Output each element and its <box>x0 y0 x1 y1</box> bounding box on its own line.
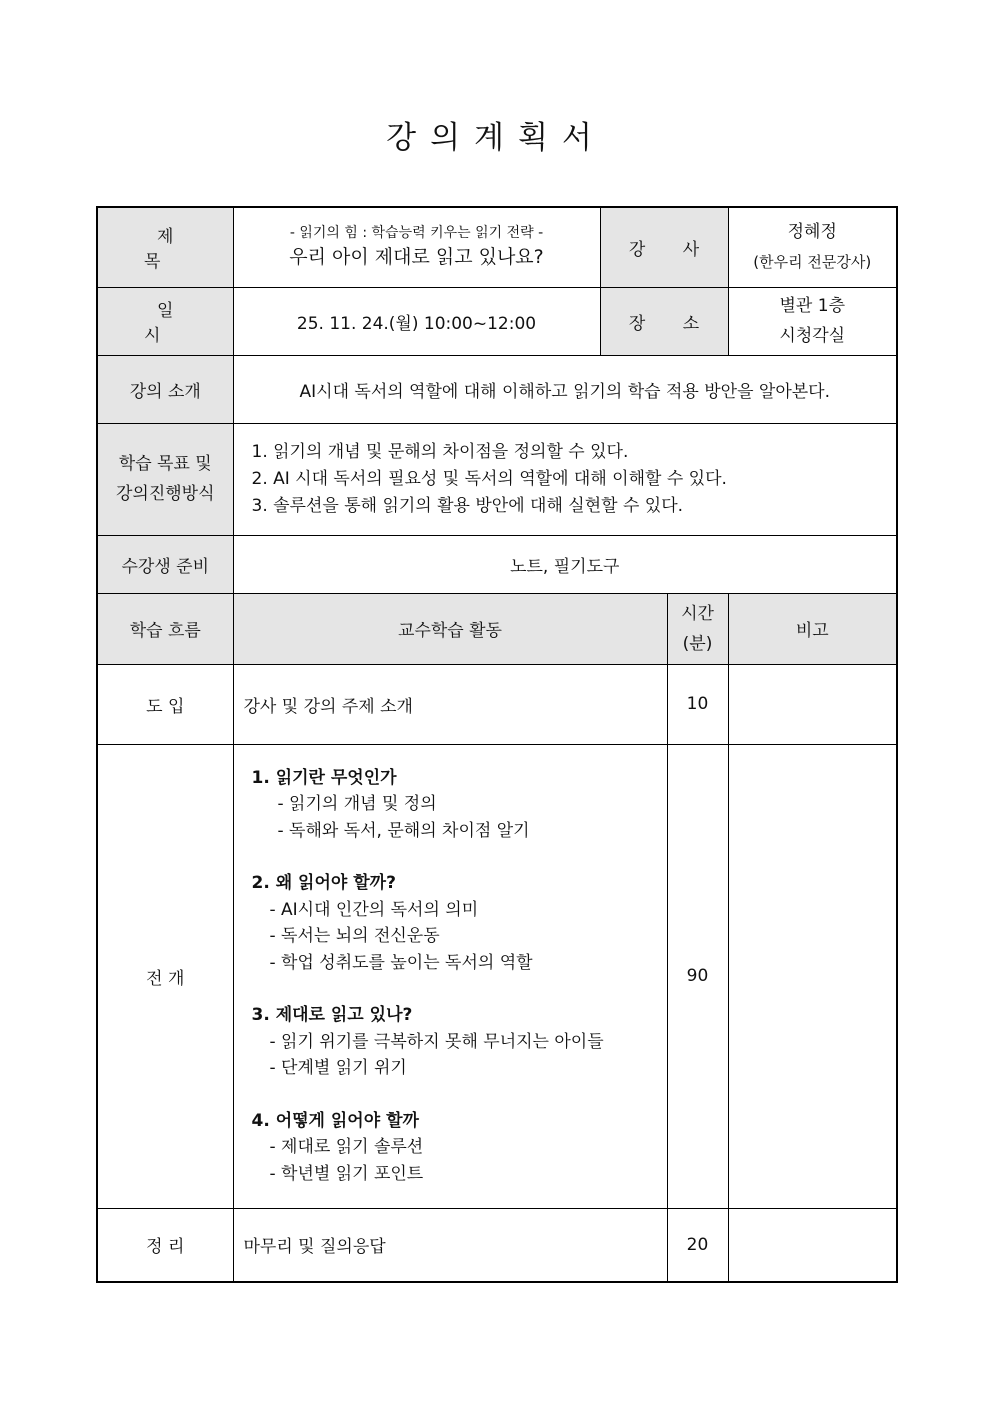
place-line1: 별관 1층 <box>779 296 845 316</box>
section-item: - 학업 성취도를 높이는 독서의 역할 <box>269 952 533 973</box>
place-label: 장 소 <box>600 287 728 355</box>
lecturer-role: (한우리 전문강사) <box>753 253 872 272</box>
lecture-main-title: 우리 아이 제대로 읽고 있나요? <box>289 246 544 269</box>
stage-label: 정 리 <box>97 1208 233 1282</box>
prep-value: 노트, 필기도구 <box>233 535 897 593</box>
date-row <box>97 287 897 355</box>
section-1 <box>252 765 667 845</box>
section-item: - 단계별 읽기 위기 <box>269 1058 407 1079</box>
lecture-plan-table <box>96 206 898 1283</box>
goals-row <box>97 423 897 535</box>
lecture-subtitle: - 읽기의 힘 : 학습능력 키우는 읽기 전략 - <box>289 225 544 242</box>
section-title: 2. 왜 읽어야 할까? <box>251 873 396 894</box>
section-title: 4. 어떻게 읽어야 할까 <box>251 1110 419 1131</box>
header-activity: 교수학습 활동 <box>233 593 667 664</box>
section-title: 3. 제대로 읽고 있나? <box>251 1005 413 1026</box>
date-label: 일 시 <box>97 287 233 355</box>
stage-note <box>728 664 897 744</box>
stage-time: 20 <box>667 1208 728 1282</box>
section-item: - 제대로 읽기 솔루션 <box>269 1137 424 1158</box>
main-stage-row <box>97 744 897 1208</box>
document-title: 강의계획서 <box>386 120 606 156</box>
section-item: - 독해와 독서, 문해의 차이점 알기 <box>277 820 530 841</box>
section-item: - 읽기 위기를 극복하지 못해 무너지는 아이들 <box>269 1031 604 1052</box>
section-title: 1. 읽기란 무엇인가 <box>251 767 397 788</box>
intro-row <box>97 355 897 423</box>
place-line2: 시청각실 <box>779 326 846 346</box>
stage-note <box>728 1208 897 1282</box>
lecturer-name: 정혜정 <box>787 222 837 243</box>
intro-value: AI시대 독서의 역할에 대해 이해하고 읽기의 학습 적용 방안을 알아본다. <box>233 355 897 423</box>
intro-stage-row <box>97 664 897 744</box>
main-activities <box>233 744 667 1208</box>
goals-list <box>233 423 897 535</box>
section-item: - 학년별 읽기 포인트 <box>269 1163 424 1184</box>
stage-activity: 강사 및 강의 주제 소개 <box>233 664 667 744</box>
section-item: - AI시대 인간의 독서의 의미 <box>269 899 479 920</box>
header-row <box>97 593 897 664</box>
stage-note <box>728 744 897 1208</box>
goal-item: 2. AI 시대 독서의 필요성 및 독서의 역할에 대해 이해할 수 있다. <box>251 468 727 489</box>
stage-label: 도 입 <box>97 664 233 744</box>
stage-time: 90 <box>667 744 728 1208</box>
prep-row <box>97 535 897 593</box>
title-label: 제 목 <box>97 207 233 287</box>
stage-label: 전 개 <box>97 744 233 1208</box>
section-item: - 읽기의 개념 및 정의 <box>277 794 437 815</box>
section-item: - 독서는 뇌의 전신운동 <box>269 926 440 947</box>
title-cell <box>233 207 600 287</box>
goal-item: 3. 솔루션을 통해 읽기의 활용 방안에 대해 실현할 수 있다. <box>251 495 684 516</box>
place-cell <box>728 287 897 355</box>
lecturer-cell <box>728 207 897 287</box>
header-time: 시간 (분) <box>667 593 728 664</box>
wrap-stage-row <box>97 1208 897 1282</box>
section-4 <box>252 1108 667 1188</box>
stage-time: 10 <box>667 664 728 744</box>
prep-label: 수강생 준비 <box>97 535 233 593</box>
section-3 <box>252 1002 667 1082</box>
section-2 <box>252 870 667 976</box>
header-flow: 학습 흐름 <box>97 593 233 664</box>
date-value: 25. 11. 24.(월) 10:00~12:00 <box>233 287 600 355</box>
goals-label: 학습 목표 및 강의진행방식 <box>97 423 233 535</box>
title-row <box>97 207 897 287</box>
lecturer-label: 강 사 <box>600 207 728 287</box>
goal-item: 1. 읽기의 개념 및 문해의 차이점을 정의할 수 있다. <box>251 441 629 462</box>
stage-activity: 마무리 및 질의응답 <box>233 1208 667 1282</box>
intro-label: 강의 소개 <box>97 355 233 423</box>
header-note: 비고 <box>728 593 897 664</box>
